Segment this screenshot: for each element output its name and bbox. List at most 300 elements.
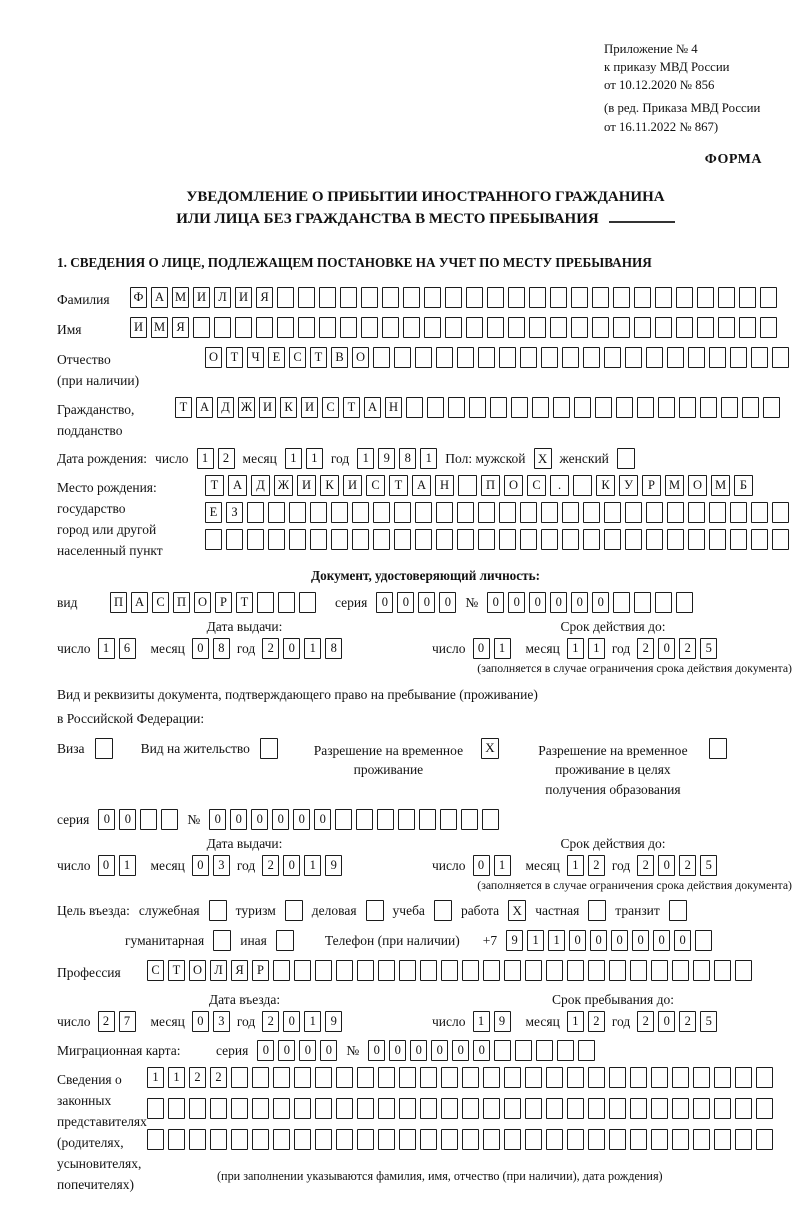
char-cell[interactable] (336, 1129, 353, 1150)
temp-permit-checkbox[interactable]: X (481, 738, 499, 759)
char-cell[interactable] (739, 317, 756, 338)
char-cell[interactable] (718, 287, 735, 308)
char-cell[interactable]: 0 (418, 592, 435, 613)
char-cell[interactable]: Н (385, 397, 402, 418)
char-cell[interactable] (658, 397, 675, 418)
char-cell[interactable] (373, 529, 390, 550)
char-cell[interactable]: М (665, 475, 684, 496)
char-cell[interactable]: 1 (567, 855, 584, 876)
char-cell[interactable] (609, 1129, 626, 1150)
char-cell[interactable] (273, 960, 290, 981)
char-cell[interactable] (550, 287, 567, 308)
char-cell[interactable] (557, 1040, 574, 1061)
char-cell[interactable] (567, 960, 584, 981)
char-cell[interactable] (672, 960, 689, 981)
char-cell[interactable] (709, 347, 726, 368)
char-cell[interactable] (672, 1067, 689, 1088)
char-cell[interactable] (273, 1067, 290, 1088)
char-cell[interactable] (676, 592, 693, 613)
char-cell[interactable] (462, 1098, 479, 1119)
char-cell[interactable] (646, 347, 663, 368)
char-cell[interactable]: Т (343, 397, 360, 418)
char-cell[interactable]: И (301, 397, 318, 418)
char-cell[interactable] (420, 960, 437, 981)
char-cell[interactable]: 5 (700, 638, 717, 659)
char-cell[interactable] (709, 502, 726, 523)
char-cell[interactable]: 0 (658, 638, 675, 659)
char-cell[interactable] (751, 529, 768, 550)
char-cell[interactable] (588, 960, 605, 981)
char-cell[interactable]: 0 (473, 638, 490, 659)
char-cell[interactable] (604, 502, 621, 523)
char-cell[interactable]: 2 (262, 638, 279, 659)
char-cell[interactable] (499, 529, 516, 550)
char-cell[interactable] (508, 317, 525, 338)
char-cell[interactable] (760, 317, 777, 338)
char-cell[interactable] (420, 1067, 437, 1088)
char-cell[interactable] (289, 529, 306, 550)
char-cell[interactable] (436, 347, 453, 368)
char-cell[interactable]: Т (226, 347, 243, 368)
char-cell[interactable]: 2 (218, 448, 235, 469)
char-cell[interactable]: 1 (147, 1067, 164, 1088)
char-cell[interactable] (357, 960, 374, 981)
char-cell[interactable]: 1 (306, 448, 323, 469)
char-cell[interactable]: 3 (213, 855, 230, 876)
char-cell[interactable] (613, 317, 630, 338)
char-cell[interactable] (688, 347, 705, 368)
char-cell[interactable] (525, 1067, 542, 1088)
char-cell[interactable]: 1 (304, 638, 321, 659)
char-cell[interactable]: 2 (637, 855, 654, 876)
char-cell[interactable] (415, 529, 432, 550)
char-cell[interactable] (382, 317, 399, 338)
char-cell[interactable]: 7 (119, 1011, 136, 1032)
char-cell[interactable] (730, 529, 747, 550)
char-cell[interactable] (268, 502, 285, 523)
char-cell[interactable]: 0 (293, 809, 310, 830)
char-cell[interactable]: Р (215, 592, 232, 613)
char-cell[interactable] (462, 1129, 479, 1150)
char-cell[interactable]: С (322, 397, 339, 418)
char-cell[interactable] (445, 317, 462, 338)
char-cell[interactable] (751, 502, 768, 523)
char-cell[interactable]: 8 (325, 638, 342, 659)
char-cell[interactable]: Д (217, 397, 234, 418)
char-cell[interactable] (462, 1067, 479, 1088)
edu-permit-checkbox[interactable] (709, 738, 727, 759)
char-cell[interactable]: 1 (588, 638, 605, 659)
char-cell[interactable] (299, 592, 316, 613)
char-cell[interactable] (595, 397, 612, 418)
char-cell[interactable]: 1 (285, 448, 302, 469)
residence-permit-checkbox[interactable] (260, 738, 278, 759)
char-cell[interactable]: 0 (592, 592, 609, 613)
char-cell[interactable]: Т (175, 397, 192, 418)
char-cell[interactable]: 0 (487, 592, 504, 613)
char-cell[interactable] (562, 502, 579, 523)
char-cell[interactable]: 6 (119, 638, 136, 659)
char-cell[interactable]: 0 (283, 1011, 300, 1032)
char-cell[interactable] (189, 1098, 206, 1119)
char-cell[interactable] (634, 287, 651, 308)
char-cell[interactable]: 1 (119, 855, 136, 876)
char-cell[interactable]: 0 (658, 855, 675, 876)
char-cell[interactable] (655, 287, 672, 308)
char-cell[interactable] (546, 960, 563, 981)
char-cell[interactable]: 0 (508, 592, 525, 613)
char-cell[interactable] (613, 287, 630, 308)
char-cell[interactable]: 0 (389, 1040, 406, 1061)
gender-female-checkbox[interactable] (617, 448, 635, 469)
visa-checkbox[interactable] (95, 738, 113, 759)
char-cell[interactable]: П (110, 592, 127, 613)
char-cell[interactable] (490, 397, 507, 418)
char-cell[interactable] (651, 1098, 668, 1119)
char-cell[interactable]: 2 (637, 1011, 654, 1032)
char-cell[interactable] (361, 317, 378, 338)
char-cell[interactable]: 2 (588, 1011, 605, 1032)
char-cell[interactable] (651, 960, 668, 981)
char-cell[interactable]: 0 (571, 592, 588, 613)
char-cell[interactable] (536, 1040, 553, 1061)
char-cell[interactable]: П (481, 475, 500, 496)
char-cell[interactable]: З (226, 502, 243, 523)
char-cell[interactable]: 0 (98, 809, 115, 830)
char-cell[interactable] (478, 529, 495, 550)
char-cell[interactable] (294, 960, 311, 981)
char-cell[interactable] (756, 1067, 773, 1088)
char-cell[interactable]: К (320, 475, 339, 496)
char-cell[interactable]: 0 (192, 1011, 209, 1032)
char-cell[interactable]: И (259, 397, 276, 418)
char-cell[interactable] (697, 317, 714, 338)
char-cell[interactable] (168, 1098, 185, 1119)
char-cell[interactable]: 8 (213, 638, 230, 659)
char-cell[interactable] (226, 529, 243, 550)
char-cell[interactable] (550, 317, 567, 338)
char-cell[interactable] (278, 592, 295, 613)
char-cell[interactable]: 1 (197, 448, 214, 469)
char-cell[interactable]: 0 (192, 638, 209, 659)
char-cell[interactable] (651, 1067, 668, 1088)
char-cell[interactable]: Р (252, 960, 269, 981)
char-cell[interactable] (340, 317, 357, 338)
purpose-work-checkbox[interactable]: X (508, 900, 526, 921)
char-cell[interactable] (714, 1129, 731, 1150)
char-cell[interactable] (415, 347, 432, 368)
char-cell[interactable] (494, 1040, 511, 1061)
char-cell[interactable]: 9 (506, 930, 523, 951)
char-cell[interactable] (609, 960, 626, 981)
char-cell[interactable] (168, 1129, 185, 1150)
char-cell[interactable]: 0 (278, 1040, 295, 1061)
char-cell[interactable]: С (527, 475, 546, 496)
char-cell[interactable]: . (550, 475, 569, 496)
char-cell[interactable] (735, 1098, 752, 1119)
char-cell[interactable]: 0 (611, 930, 628, 951)
char-cell[interactable]: 1 (494, 638, 511, 659)
char-cell[interactable] (298, 287, 315, 308)
char-cell[interactable] (378, 960, 395, 981)
char-cell[interactable] (420, 1129, 437, 1150)
char-cell[interactable] (310, 529, 327, 550)
char-cell[interactable]: О (504, 475, 523, 496)
char-cell[interactable] (398, 809, 415, 830)
char-cell[interactable]: О (189, 960, 206, 981)
char-cell[interactable] (373, 347, 390, 368)
char-cell[interactable] (525, 1129, 542, 1150)
char-cell[interactable] (415, 502, 432, 523)
char-cell[interactable] (709, 529, 726, 550)
char-cell[interactable] (252, 1067, 269, 1088)
char-cell[interactable]: Д (251, 475, 270, 496)
gender-male-checkbox[interactable]: X (534, 448, 552, 469)
char-cell[interactable] (688, 529, 705, 550)
char-cell[interactable] (730, 347, 747, 368)
char-cell[interactable] (571, 287, 588, 308)
char-cell[interactable]: Т (236, 592, 253, 613)
char-cell[interactable] (672, 1098, 689, 1119)
char-cell[interactable] (693, 1067, 710, 1088)
char-cell[interactable] (714, 1067, 731, 1088)
char-cell[interactable] (399, 1067, 416, 1088)
char-cell[interactable] (504, 1129, 521, 1150)
char-cell[interactable] (478, 347, 495, 368)
char-cell[interactable]: С (366, 475, 385, 496)
char-cell[interactable] (742, 397, 759, 418)
char-cell[interactable] (546, 1067, 563, 1088)
char-cell[interactable]: Б (734, 475, 753, 496)
char-cell[interactable] (714, 1098, 731, 1119)
char-cell[interactable] (336, 1098, 353, 1119)
char-cell[interactable]: 9 (494, 1011, 511, 1032)
char-cell[interactable] (356, 809, 373, 830)
char-cell[interactable]: 0 (192, 855, 209, 876)
char-cell[interactable]: 0 (529, 592, 546, 613)
char-cell[interactable] (273, 1098, 290, 1119)
char-cell[interactable] (718, 317, 735, 338)
char-cell[interactable]: К (596, 475, 615, 496)
char-cell[interactable] (331, 529, 348, 550)
char-cell[interactable] (466, 287, 483, 308)
char-cell[interactable] (667, 347, 684, 368)
char-cell[interactable] (331, 502, 348, 523)
char-cell[interactable] (763, 397, 780, 418)
char-cell[interactable] (205, 529, 222, 550)
char-cell[interactable] (140, 809, 157, 830)
char-cell[interactable] (457, 529, 474, 550)
char-cell[interactable]: И (193, 287, 210, 308)
char-cell[interactable] (461, 809, 478, 830)
char-cell[interactable] (655, 317, 672, 338)
char-cell[interactable]: 2 (679, 1011, 696, 1032)
char-cell[interactable] (553, 397, 570, 418)
char-cell[interactable]: М (172, 287, 189, 308)
char-cell[interactable]: Е (205, 502, 222, 523)
char-cell[interactable] (277, 317, 294, 338)
char-cell[interactable] (515, 1040, 532, 1061)
char-cell[interactable]: 2 (189, 1067, 206, 1088)
char-cell[interactable] (562, 347, 579, 368)
char-cell[interactable] (721, 397, 738, 418)
char-cell[interactable] (772, 529, 789, 550)
char-cell[interactable] (571, 317, 588, 338)
purpose-business-checkbox[interactable] (366, 900, 384, 921)
char-cell[interactable]: Л (214, 287, 231, 308)
char-cell[interactable]: П (173, 592, 190, 613)
char-cell[interactable] (294, 1067, 311, 1088)
char-cell[interactable] (147, 1129, 164, 1150)
char-cell[interactable] (655, 592, 672, 613)
char-cell[interactable]: 2 (679, 638, 696, 659)
char-cell[interactable] (525, 960, 542, 981)
char-cell[interactable]: 9 (325, 855, 342, 876)
char-cell[interactable]: Л (210, 960, 227, 981)
char-cell[interactable]: В (331, 347, 348, 368)
char-cell[interactable]: О (194, 592, 211, 613)
char-cell[interactable] (504, 1067, 521, 1088)
char-cell[interactable] (583, 347, 600, 368)
char-cell[interactable] (483, 960, 500, 981)
char-cell[interactable] (482, 809, 499, 830)
char-cell[interactable] (567, 1129, 584, 1150)
char-cell[interactable]: И (343, 475, 362, 496)
char-cell[interactable] (679, 397, 696, 418)
char-cell[interactable] (625, 502, 642, 523)
char-cell[interactable] (441, 1098, 458, 1119)
char-cell[interactable] (630, 1067, 647, 1088)
char-cell[interactable]: 0 (658, 1011, 675, 1032)
char-cell[interactable]: А (196, 397, 213, 418)
char-cell[interactable]: 0 (283, 638, 300, 659)
char-cell[interactable] (504, 1098, 521, 1119)
char-cell[interactable]: 2 (98, 1011, 115, 1032)
char-cell[interactable] (483, 1098, 500, 1119)
char-cell[interactable]: 0 (251, 809, 268, 830)
char-cell[interactable]: О (205, 347, 222, 368)
char-cell[interactable] (294, 1098, 311, 1119)
char-cell[interactable] (693, 960, 710, 981)
char-cell[interactable] (772, 502, 789, 523)
char-cell[interactable] (448, 397, 465, 418)
char-cell[interactable] (420, 1098, 437, 1119)
char-cell[interactable]: 0 (320, 1040, 337, 1061)
char-cell[interactable] (394, 502, 411, 523)
char-cell[interactable] (336, 960, 353, 981)
char-cell[interactable] (532, 397, 549, 418)
char-cell[interactable] (529, 317, 546, 338)
char-cell[interactable] (508, 287, 525, 308)
char-cell[interactable] (441, 1129, 458, 1150)
char-cell[interactable]: 0 (209, 809, 226, 830)
char-cell[interactable]: 0 (397, 592, 414, 613)
char-cell[interactable]: 0 (452, 1040, 469, 1061)
purpose-humanitarian-checkbox[interactable] (213, 930, 231, 951)
char-cell[interactable] (189, 1129, 206, 1150)
char-cell[interactable]: 5 (700, 855, 717, 876)
char-cell[interactable] (487, 287, 504, 308)
char-cell[interactable] (499, 347, 516, 368)
char-cell[interactable]: У (619, 475, 638, 496)
char-cell[interactable] (214, 317, 231, 338)
char-cell[interactable] (441, 1067, 458, 1088)
char-cell[interactable] (546, 1129, 563, 1150)
purpose-private-checkbox[interactable] (588, 900, 606, 921)
char-cell[interactable] (583, 502, 600, 523)
char-cell[interactable]: 0 (550, 592, 567, 613)
char-cell[interactable] (466, 317, 483, 338)
char-cell[interactable]: 0 (314, 809, 331, 830)
char-cell[interactable] (294, 1129, 311, 1150)
char-cell[interactable]: Я (172, 317, 189, 338)
char-cell[interactable] (378, 1129, 395, 1150)
char-cell[interactable]: 0 (473, 1040, 490, 1061)
char-cell[interactable] (583, 529, 600, 550)
char-cell[interactable]: 0 (230, 809, 247, 830)
char-cell[interactable]: Я (256, 287, 273, 308)
char-cell[interactable] (340, 287, 357, 308)
char-cell[interactable] (406, 397, 423, 418)
char-cell[interactable] (630, 960, 647, 981)
char-cell[interactable]: Я (231, 960, 248, 981)
char-cell[interactable] (676, 317, 693, 338)
char-cell[interactable]: 1 (168, 1067, 185, 1088)
char-cell[interactable] (462, 960, 479, 981)
char-cell[interactable] (357, 1067, 374, 1088)
char-cell[interactable]: К (280, 397, 297, 418)
char-cell[interactable] (252, 1129, 269, 1150)
char-cell[interactable] (676, 287, 693, 308)
char-cell[interactable] (487, 317, 504, 338)
char-cell[interactable] (336, 1067, 353, 1088)
char-cell[interactable] (193, 317, 210, 338)
char-cell[interactable] (567, 1098, 584, 1119)
char-cell[interactable] (382, 287, 399, 308)
char-cell[interactable] (445, 287, 462, 308)
char-cell[interactable] (298, 317, 315, 338)
char-cell[interactable] (604, 347, 621, 368)
char-cell[interactable] (247, 529, 264, 550)
char-cell[interactable] (210, 1098, 227, 1119)
char-cell[interactable] (469, 397, 486, 418)
char-cell[interactable]: 0 (410, 1040, 427, 1061)
char-cell[interactable] (562, 529, 579, 550)
char-cell[interactable]: Т (168, 960, 185, 981)
char-cell[interactable] (499, 502, 516, 523)
char-cell[interactable] (634, 592, 651, 613)
char-cell[interactable] (739, 287, 756, 308)
char-cell[interactable]: 0 (98, 855, 115, 876)
char-cell[interactable]: С (152, 592, 169, 613)
char-cell[interactable] (592, 317, 609, 338)
char-cell[interactable] (667, 529, 684, 550)
char-cell[interactable] (735, 960, 752, 981)
char-cell[interactable] (697, 287, 714, 308)
char-cell[interactable]: М (711, 475, 730, 496)
purpose-official-checkbox[interactable] (209, 900, 227, 921)
char-cell[interactable]: 1 (420, 448, 437, 469)
char-cell[interactable]: 5 (700, 1011, 717, 1032)
char-cell[interactable]: М (151, 317, 168, 338)
char-cell[interactable]: 1 (304, 1011, 321, 1032)
char-cell[interactable] (630, 1098, 647, 1119)
char-cell[interactable] (436, 502, 453, 523)
char-cell[interactable]: А (151, 287, 168, 308)
char-cell[interactable] (268, 529, 285, 550)
char-cell[interactable] (440, 809, 457, 830)
char-cell[interactable] (700, 397, 717, 418)
